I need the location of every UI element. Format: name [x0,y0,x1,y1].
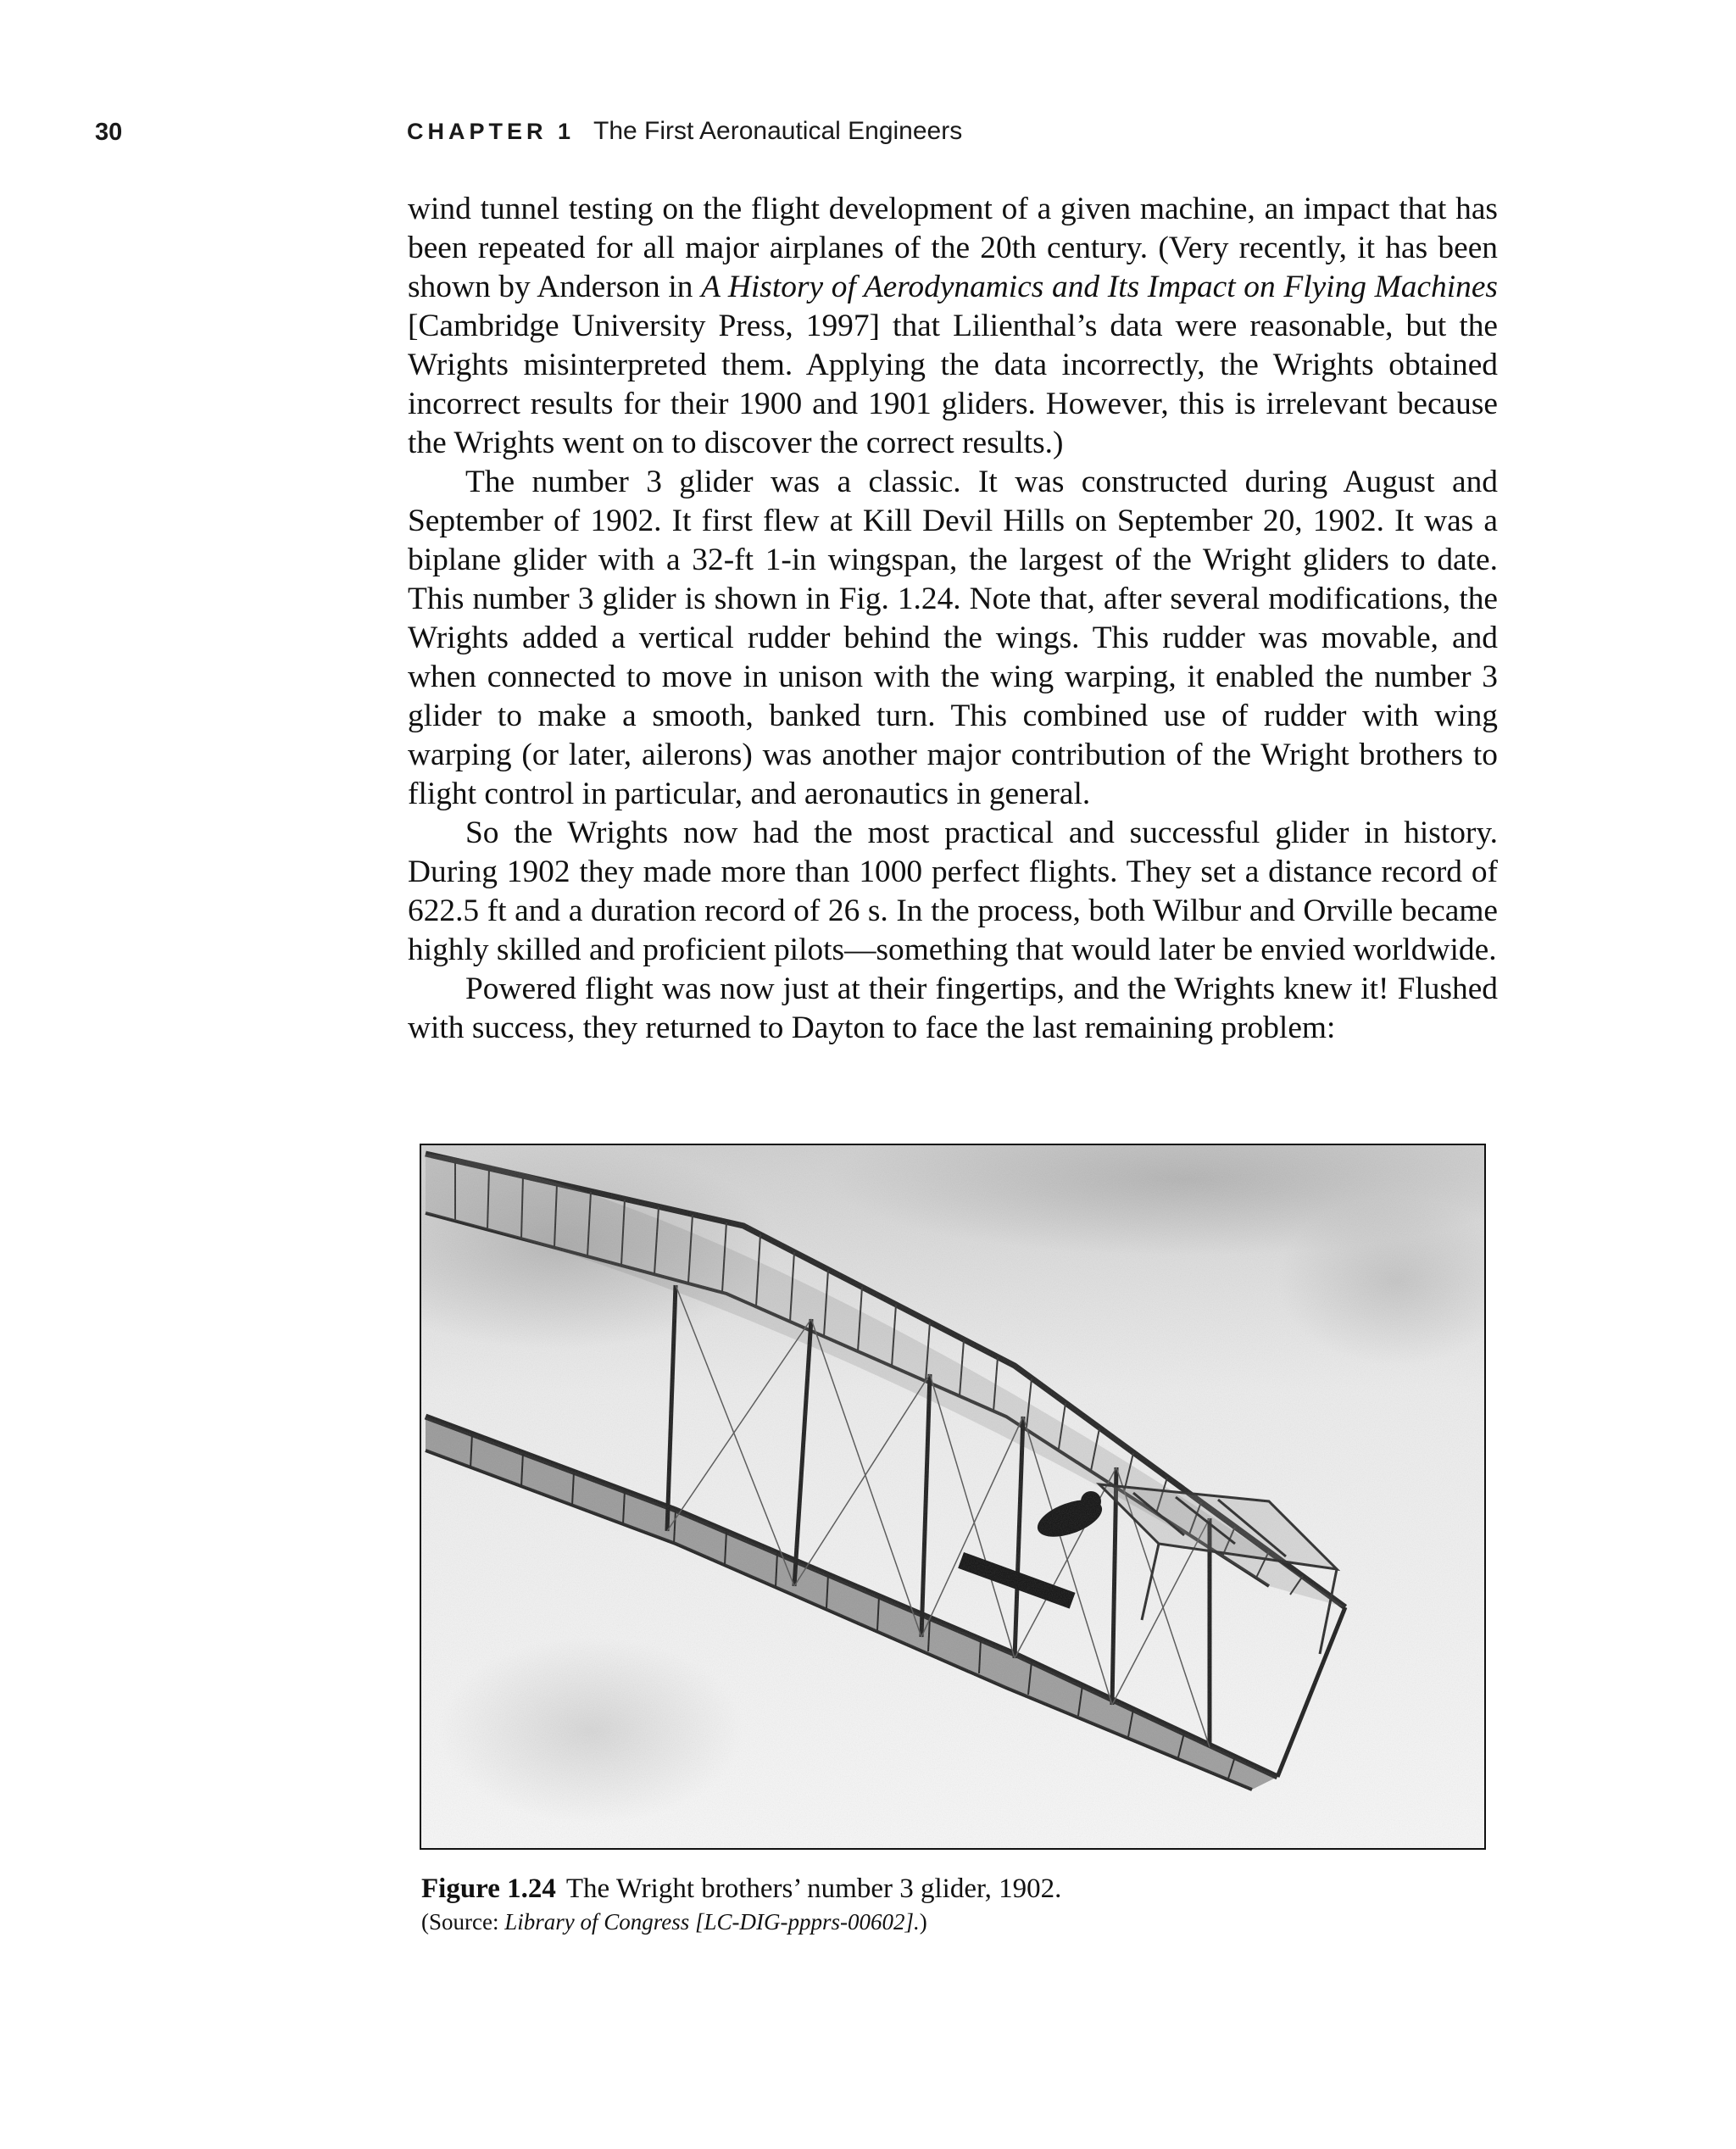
paragraph-1-part-a: wind tunnel testing on the flight development of a given machine, an impact that has been repeated for all major airplanes of the 20th century. (Very recently, it has been shown by Anderson in [408,192,1498,304]
book-title: A History of Aerodynamics and Its Impact on Flying Machines [701,270,1498,304]
photo-grain [421,1145,1484,1848]
figure-caption-text: The Wright brothers’ number 3 glider, 1902. [565,1873,1062,1904]
paragraph-1 [408,190,1498,463]
chapter-label: CHAPTER 1 [407,119,576,144]
glider-photo-illustration [421,1145,1484,1848]
source-prefix: (Source: [421,1909,505,1935]
chapter-title: The First Aeronautical Engineers [593,117,963,145]
figure-source [421,1907,1489,1936]
paragraph-2: The number 3 glider was a classic. It was constructed during August and September of 1902. It first flew at Kill Devil Hills on September 20, 1902. It was a biplane glider with a 32-ft 1-in wingspan, the largest of the Wright gliders to date. This number 3 glider is shown in Fig. 1.24. Note that, after several modifications, the Wrights added a vertical rudder behind the wings. This rudder was movable, and when connected to move in unison with the wing warping, it enabled the number 3 glider to make a smooth, banked turn. This combined use of rudder with wing warping (or later, ailerons) was another major contribution of the Wright brothers to flight control in particular, and aeronautics in general. [408,465,1498,811]
paragraph-3: So the Wrights now had the most practical and successful glider in history. During 1902 they made more than 1000 perfect flights. They set a distance record of 622.5 ft and a duration record of 26 s. In the process, both Wilbur and Orville became highly skilled and proficient pilots—something that would later be envied worldwide. [408,816,1498,967]
page-number: 30 [95,119,123,146]
paragraph-1-part-b: [Cambridge University Press, 1997] that Lilienthal’s data were reasonable, but the Wrights misinterpreted them. Applying the data incorrectly, the Wrights obtained incorrect results for their 1900 and 1901 gliders. However, this is irrelevant because the Wrights went on to discover the correct results.) [408,309,1498,460]
paragraph-4: Powered flight was now just at their fingertips, and the Wrights knew it! Flushed with success, they returned to Dayton to face the last remaining problem: [408,972,1498,1045]
source-text: Library of Congress [LC-DIG-ppprs-00602]. [504,1909,920,1935]
figure-photo-glider [420,1144,1486,1850]
running-header [0,119,1736,156]
figure-label: Figure 1.24 [421,1873,556,1904]
source-suffix: ) [919,1909,927,1935]
body-text [408,190,1498,1048]
figure-caption [421,1872,1489,1936]
caption-line [421,1872,1489,1906]
